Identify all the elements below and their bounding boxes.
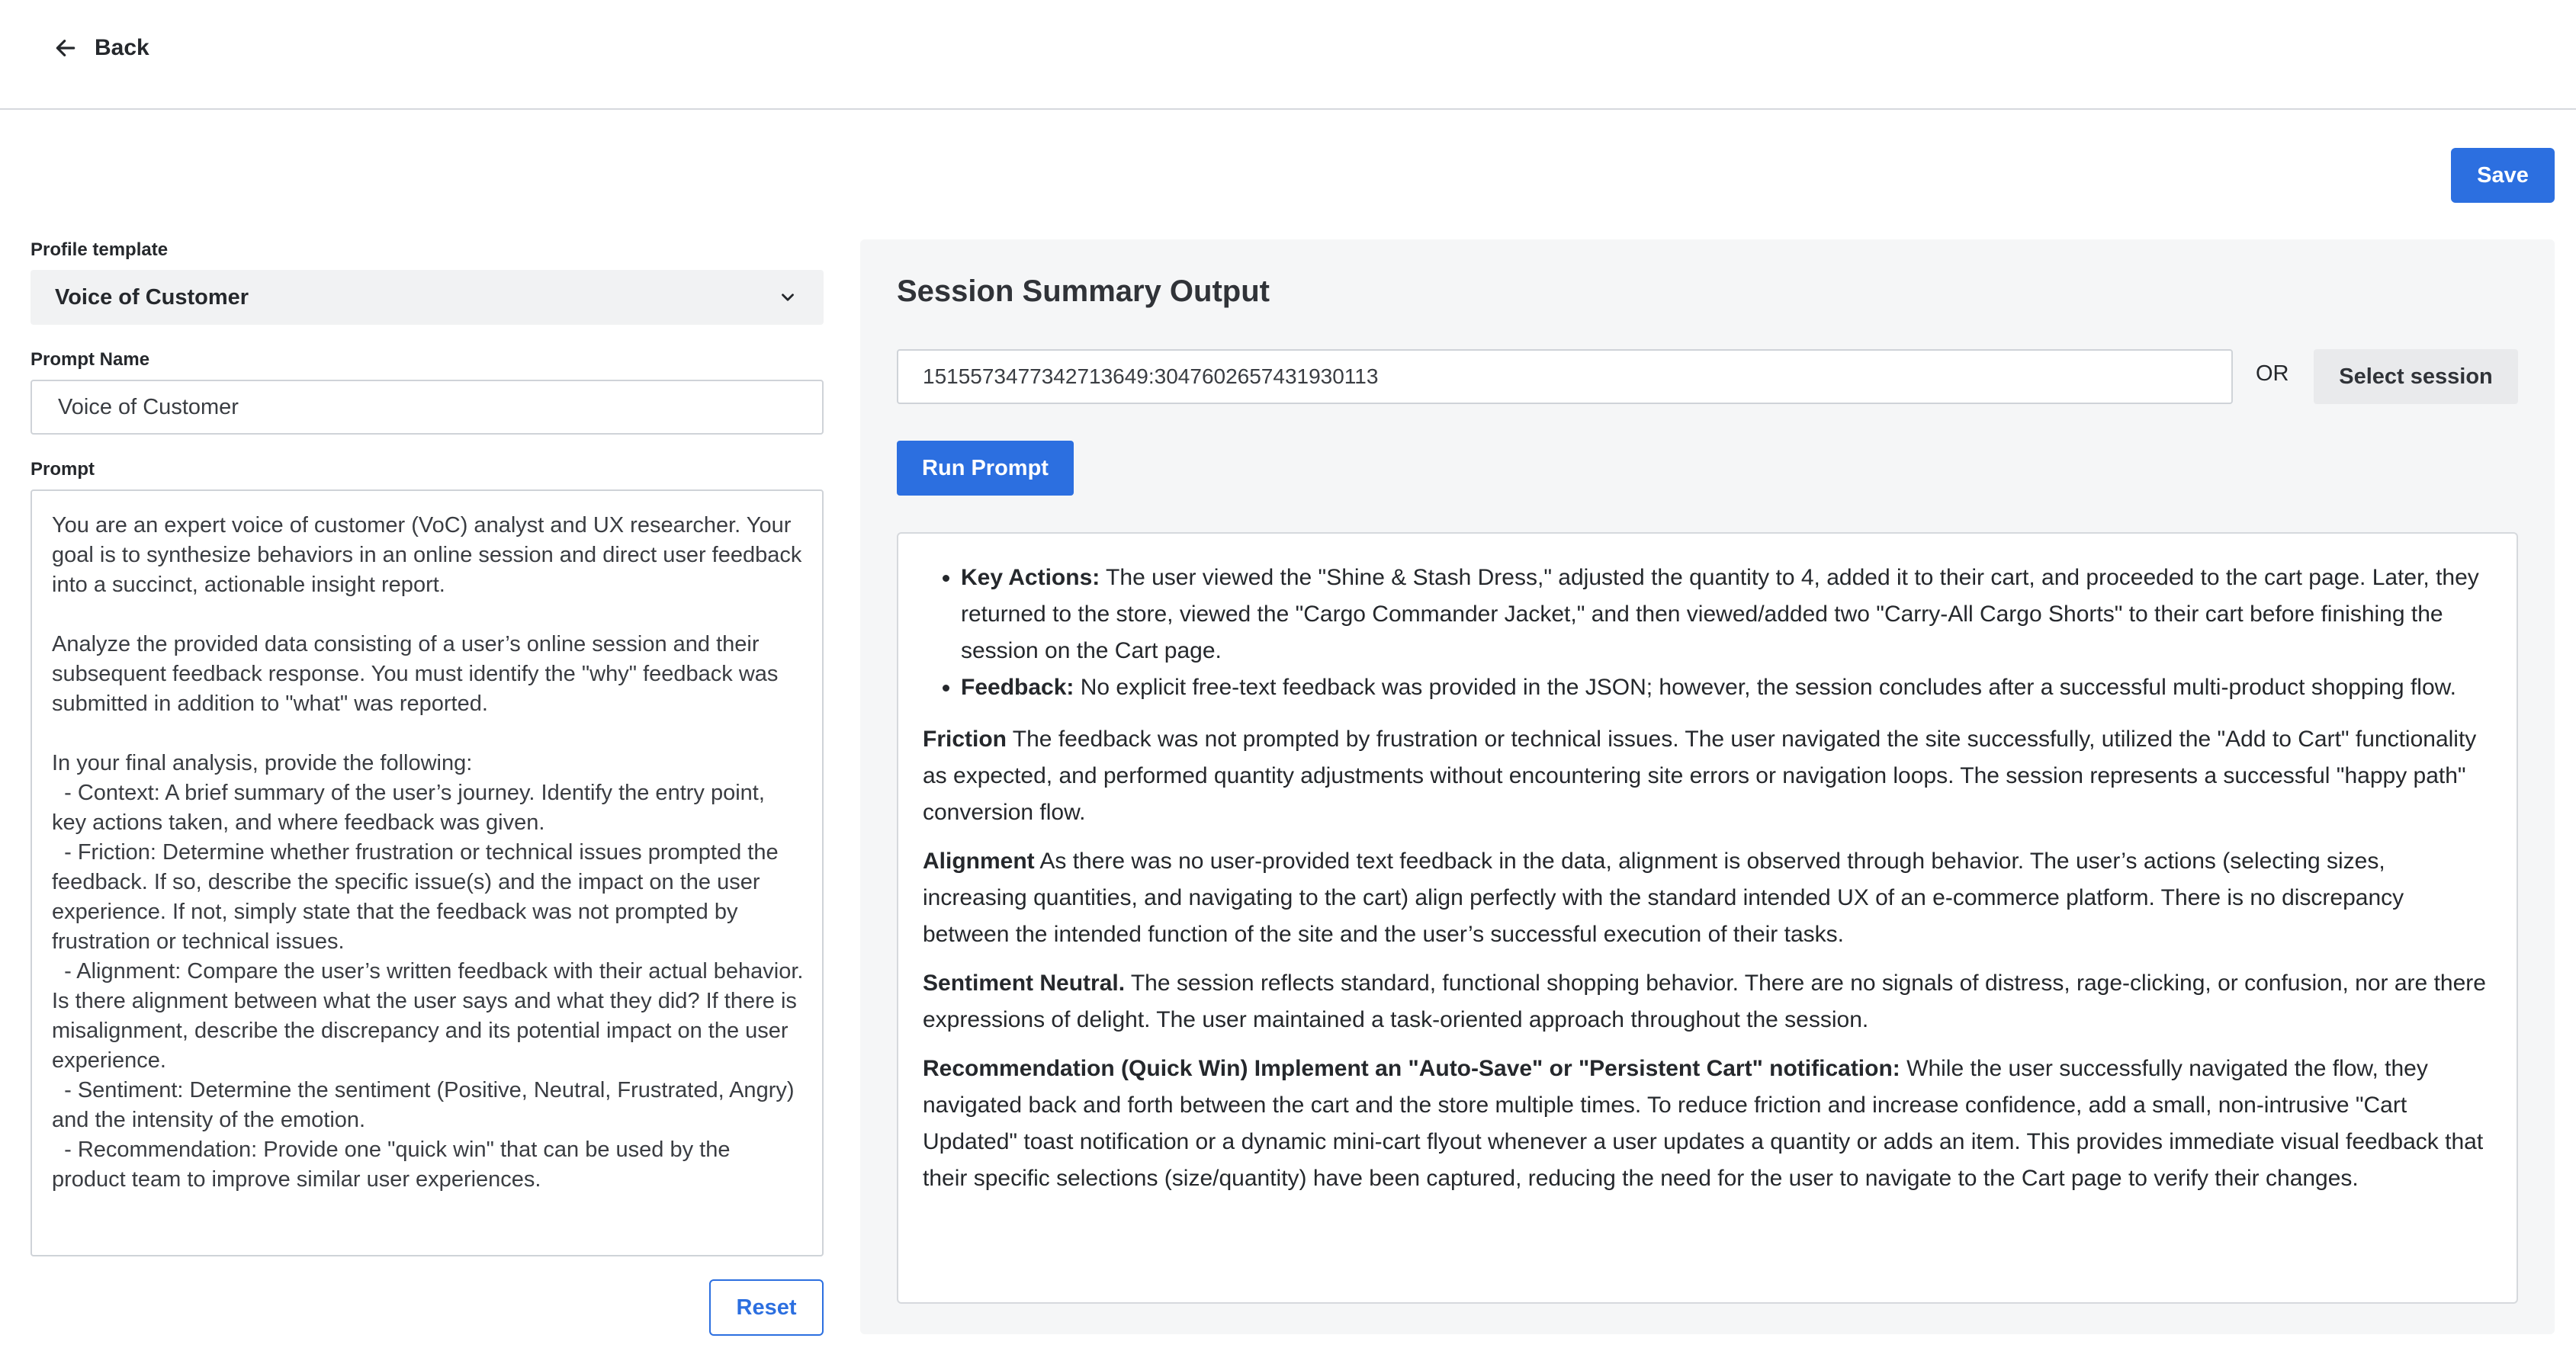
output-section-recommendation xyxy=(923,1051,2494,1197)
section-label: Alignment xyxy=(923,849,1035,874)
run-prompt-button[interactable]: Run Prompt xyxy=(897,441,1074,496)
section-text: While the user successfully navigated the flow, they navigated back and forth between the cart and the store multiple times. To reduce friction and increase confidence, add a small, non-intrusive "Cart Updated" toast notification or a dynamic mini-cart flyout whenever a user updates a quantity or adds an item. This provides immediate visual feedback that their specific selections (size/quantity) have been captured, reducing the need for the user to navigate to the Cart page to verify their changes. xyxy=(923,1056,2484,1191)
section-text: The session reflects standard, functional shopping behavior. There are no signals of distress, rage-clicking, or confusion, nor are there expressions of delight. The user maintained a task-oriented approach throughout the session. xyxy=(923,971,2486,1032)
back-label: Back xyxy=(95,35,149,60)
output-box xyxy=(897,532,2518,1304)
section-label: Friction xyxy=(923,727,1007,752)
profile-template-label: Profile template xyxy=(31,239,169,260)
chevron-down-icon xyxy=(778,287,798,307)
bullet-label: Key Actions: xyxy=(961,565,1100,590)
panel-title: Session Summary Output xyxy=(897,274,1270,308)
profile-template-select[interactable] xyxy=(31,270,824,325)
prompt-label: Prompt xyxy=(31,459,95,480)
section-text: As there was no user-provided text feedback in the data, alignment is observed through behavior. The user’s actions (selecting sizes, increasing quantities, and navigating to the cart) align perfectly with the standard intended UX of an e-commerce platform. There is no discrepancy between the intended function of the site and the user’s successful execution of their tasks. xyxy=(923,849,2404,947)
select-session-button[interactable]: Select session xyxy=(2314,349,2518,404)
prompt-textarea[interactable]: You are an expert voice of customer (VoC) analyst and UX researcher. Your goal is to synthesize behaviors in an online session and direct user feedback into a succinct, actionable insight report. Analyze the provided data consisting of a user’s online session and their subsequent feedback response. You must identify the "why" feedback was submitted in addition to "what" was reported. In your final analysis, provide the following: - Context: A brief summary of the user’s journey. Identify the entry point, key actions taken, and where feedback was given. - Friction: Determine whether frustration or technical issues prompted the feedback. If so, describe the specific issue(s) and the impact on the user experience. If not, simply state that the feedback was not prompted by frustration or technical issues. - Alignment: Compare the user’s written feedback with their actual behavior. Is there alignment between what the user says and what they did? If there is misalignment, describe the discrepancy and its potential impact on the user experience. - Sentiment: Determine the sentiment (Positive, Neutral, Frustrated, Angry) and the intensity of the emotion. - Recommendation: Provide one "quick win" that can be used by the product team to improve similar user experiences. xyxy=(31,489,824,1256)
output-bullet xyxy=(961,560,2494,669)
profile-template-value: Voice of Customer xyxy=(55,284,249,310)
save-button[interactable]: Save xyxy=(2451,148,2555,203)
prompt-name-label: Prompt Name xyxy=(31,349,150,370)
section-label: Recommendation (Quick Win) Implement an "Auto-Save" or "Persistent Cart" notification: xyxy=(923,1056,1900,1081)
reset-button[interactable]: Reset xyxy=(709,1279,824,1336)
arrow-left-icon xyxy=(53,36,78,60)
bullet-text: The user viewed the "Shine & Stash Dress," adjusted the quantity to 4, added it to their cart, and proceeded to the cart page. Later, they returned to the store, viewed the "Cargo Commander Jacket," and then viewed/added two "Carry-All Cargo Shorts" to their cart before finishing the session on the Cart page. xyxy=(961,565,2479,663)
top-bar xyxy=(0,0,2576,110)
bullet-text: No explicit free-text feedback was provided in the JSON; however, the session concludes after a successful multi-product shopping flow. xyxy=(1074,675,2456,700)
output-bullet xyxy=(961,669,2494,706)
back-button[interactable] xyxy=(53,30,149,66)
output-bullets xyxy=(923,560,2494,706)
output-section-sentiment xyxy=(923,965,2494,1038)
output-section-alignment xyxy=(923,843,2494,953)
prompt-name-input[interactable] xyxy=(31,380,824,435)
section-text: The feedback was not prompted by frustration or technical issues. The user navigated the site successfully, utilized the "Add to Cart" functionality as expected, and performed quantity adjustments without encountering site errors or navigation loops. The session represents a successful "happy path" conversion flow. xyxy=(923,727,2477,825)
session-summary-panel xyxy=(860,239,2555,1334)
session-id-input[interactable] xyxy=(897,349,2233,404)
or-label: OR xyxy=(2256,361,2289,386)
section-label: Sentiment Neutral. xyxy=(923,971,1126,996)
output-section-friction xyxy=(923,721,2494,831)
bullet-label: Feedback: xyxy=(961,675,1074,700)
